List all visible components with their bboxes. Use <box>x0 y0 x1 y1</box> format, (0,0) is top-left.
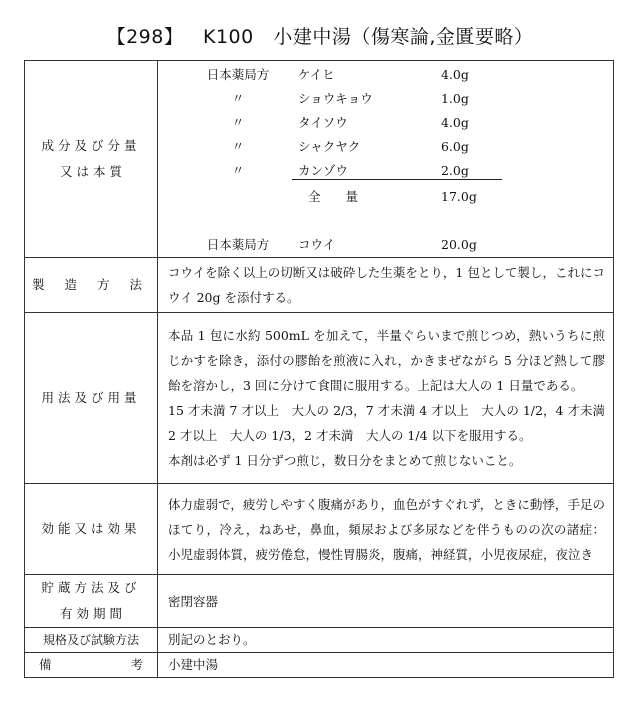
manufacturing-row <box>25 258 614 313</box>
ingredient-name: シャクヤク <box>298 139 361 154</box>
ingredient-standard: 〃 <box>231 139 245 154</box>
total-label: 全 量 <box>308 189 359 204</box>
ingredient-row <box>158 87 598 111</box>
ingredient-name: カンゾウ <box>298 163 349 178</box>
dosage-label <box>25 313 158 484</box>
ingredient-name: コウイ <box>298 237 336 252</box>
dosage-label-text: 用法及び用量 <box>41 390 141 405</box>
title-name: 小建中湯（傷寒論,金匱要略） <box>273 26 534 48</box>
ingredient-amount: 6.0g <box>441 139 469 154</box>
ingredient-standard: 〃 <box>231 163 245 178</box>
ingredient-amount: 4.0g <box>441 115 469 130</box>
ingredients-content <box>158 61 614 258</box>
remarks-row <box>25 653 614 678</box>
storage-label-line1: 貯蔵方法及び <box>41 580 141 595</box>
ingredients-label <box>25 61 158 258</box>
remarks-text: 小建中湯 <box>158 653 614 678</box>
ingredient-amount: 2.0g <box>441 163 469 178</box>
ingredient-name: ショウキョウ <box>298 91 373 106</box>
ingredients-label-line2: 又 は 本 質 <box>60 164 122 179</box>
ingredient-standard: 日本薬局方 <box>206 67 270 82</box>
extra-ingredient-row <box>158 233 598 257</box>
ingredients-label-line1: 成分及び分量 <box>41 138 141 153</box>
ingredient-list <box>158 61 613 257</box>
efficacy-label-text: 効能又は効果 <box>41 521 141 536</box>
efficacy-row <box>25 484 614 575</box>
ingredient-standard: 〃 <box>231 91 245 106</box>
remarks-label-left: 備 <box>39 657 52 672</box>
dosage-paragraph-2: 15 才未満 7 才以上 大人の 2/3，7 才未満 4 才以上 大人の 1/2，4 才未満 2 才以上 大人の 1/3，2 才未満 大人の 1/4 以下を服用する。 <box>168 403 605 443</box>
efficacy-label <box>25 484 158 575</box>
ingredient-name: タイソウ <box>298 115 348 130</box>
ingredient-amount: 4.0g <box>441 67 469 82</box>
dosage-paragraph-3: 本剤は必ず 1 日分ずつ煎じ，数日分をまとめて煎じないこと。 <box>168 453 522 468</box>
title-number: 【298】 <box>106 26 184 48</box>
ingredient-name: ケイヒ <box>298 67 335 82</box>
title-code: K100 <box>202 26 254 48</box>
ingredient-row <box>158 111 598 135</box>
total-amount: 17.0g <box>441 189 477 204</box>
dosage-content <box>158 313 614 484</box>
formula-table <box>24 60 614 678</box>
total-rule <box>292 179 502 180</box>
efficacy-text: 体力虚弱で，疲労しやすく腹痛があり，血色がすぐれず，ときに動悸，手足のほてり，冷え，ねあせ，鼻血，頻尿および多尿などを伴うものの次の諸症：小児虚弱体質，疲労倦怠，慢性胃腸炎，腹痛，神経質，小児夜尿症，夜泣き <box>158 484 614 575</box>
ingredient-amount: 20.0g <box>441 237 477 252</box>
manufacturing-label <box>25 258 158 313</box>
ingredient-amount: 1.0g <box>441 91 469 106</box>
ingredient-standard: 日本薬局方 <box>206 237 270 252</box>
storage-row <box>25 575 614 628</box>
storage-label <box>25 575 158 628</box>
dosage-row <box>25 313 614 484</box>
spec-label: 規格及び試験方法 <box>25 628 158 653</box>
total-row <box>158 185 598 209</box>
remarks-label <box>25 653 158 678</box>
ingredients-row <box>25 61 614 258</box>
page-title <box>0 22 640 49</box>
spec-text: 別記のとおり。 <box>158 628 614 653</box>
ingredient-row <box>158 63 598 87</box>
remarks-label-right: 考 <box>130 657 143 672</box>
storage-text: 密閉容器 <box>158 575 614 628</box>
manufacturing-label-text: 製 造 方 法 <box>32 277 150 292</box>
ingredient-row <box>158 135 598 159</box>
spec-row <box>25 628 614 653</box>
storage-label-line2: 有 効 期 間 <box>60 606 122 621</box>
manufacturing-text: コウイを除く以上の切断又は破砕した生薬をとり，1 包として製し，これにコウイ 20g を添付する。 <box>158 258 614 313</box>
dosage-paragraph-1: 本品 1 包に水約 500mL を加えて，半量ぐらいまで煎じつめ，熱いうちに煎じかすを除き，添付の膠飴を煎液に入れ，かきまぜながら 5 分ほど熱して膠飴を溶かし，3 回に分けて食間に服用する。上記は大人の 1 日量である。 <box>168 328 605 393</box>
ingredient-standard: 〃 <box>231 115 245 130</box>
